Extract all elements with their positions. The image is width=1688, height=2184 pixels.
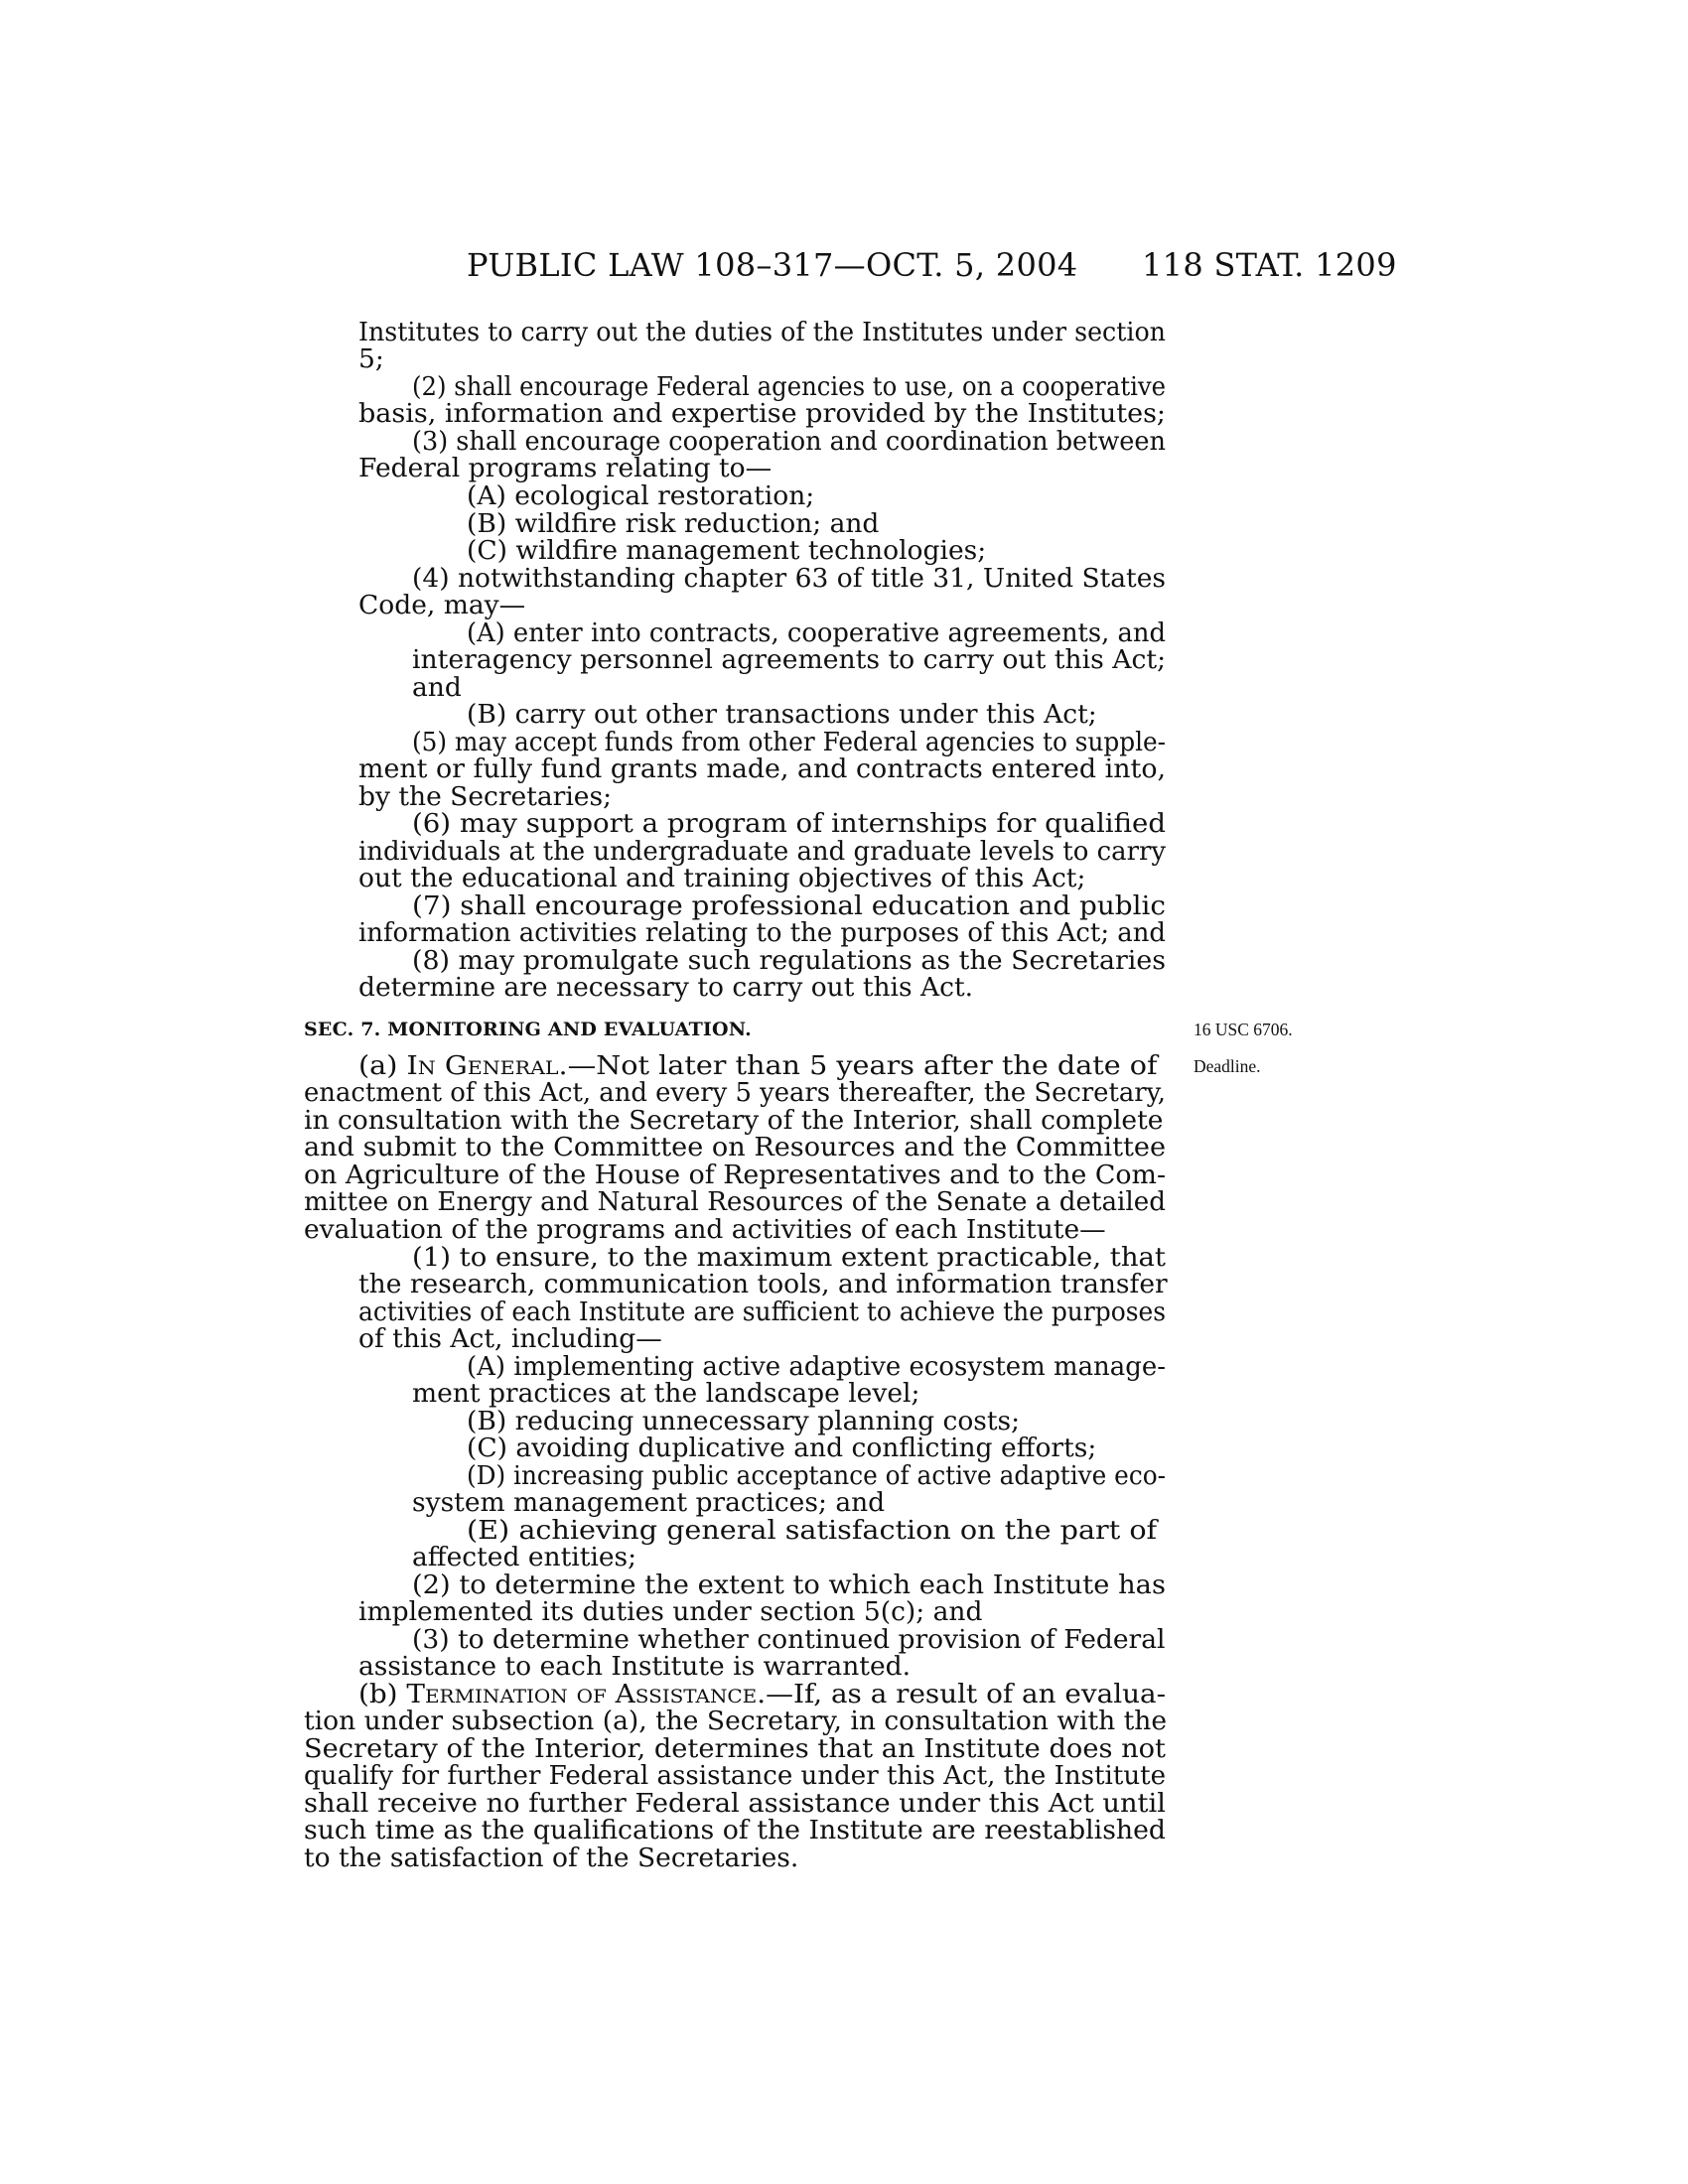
- body-line: assistance to each Institute is warranted.: [358, 1651, 912, 1682]
- body-line: (1) to ensure, to the maximum extent practicable, that: [412, 1242, 1166, 1273]
- body-line: (4) notwithstanding chapter 63 of title 31, United States: [412, 563, 1166, 594]
- running-head: PUBLIC LAW 108–317—OCT. 5, 2004: [467, 246, 1078, 284]
- body-line: to the satisfaction of the Secretaries.: [304, 1843, 799, 1873]
- body-line: Code, may—: [358, 590, 526, 620]
- body-line: activities of each Institute are sufficient to achieve the purposes: [358, 1297, 1167, 1327]
- body-line: and submit to the Committee on Resources and the Committee: [304, 1132, 1167, 1162]
- body-line: affected entities;: [412, 1542, 637, 1572]
- body-line: mittee on Energy and Natural Resources of the Senate a detailed: [304, 1186, 1167, 1217]
- margin-note-deadline: Deadline.: [1194, 1056, 1261, 1076]
- body-line: in consultation with the Secretary of the Interior, shall complete: [304, 1105, 1164, 1136]
- body-line: (b) Termination of Assistance.—If, as a result of an evalua-: [358, 1679, 1167, 1709]
- body-line: ment practices at the landscape level;: [412, 1378, 920, 1409]
- body-line: the research, communication tools, and information transfer: [358, 1269, 1168, 1299]
- body-line: Federal programs relating to—: [358, 453, 773, 483]
- body-line: evaluation of the programs and activities of each Institute—: [304, 1214, 1106, 1245]
- margin-note-usc: 16 USC 6706.: [1194, 1020, 1293, 1039]
- statute-citation: 118 STAT. 1209: [1142, 246, 1397, 284]
- body-line: (C) wildfire management technologies;: [467, 535, 987, 566]
- body-line: shall receive no further Federal assistance under this Act until: [304, 1788, 1166, 1819]
- body-line: Institutes to carry out the duties of the Institutes under section: [358, 317, 1166, 347]
- body-line: (2) shall encourage Federal agencies to use, on a cooperative: [412, 371, 1167, 402]
- body-line: on Agriculture of the House of Representatives and to the Com-: [304, 1160, 1167, 1190]
- body-line: (3) shall encourage cooperation and coordination between: [412, 426, 1166, 457]
- body-line: (B) wildfire risk reduction; and: [467, 508, 880, 539]
- body-line: (B) carry out other transactions under this Act;: [467, 699, 1097, 730]
- body-line: (C) avoiding duplicative and conflicting efforts;: [467, 1433, 1097, 1463]
- body-line: by the Secretaries;: [358, 781, 613, 812]
- body-line: information activities relating to the purposes of this Act; and: [358, 917, 1166, 948]
- body-line: (2) to determine the extent to which each Institute has: [412, 1570, 1166, 1600]
- body-line: interagency personnel agreements to carry out this Act;: [412, 644, 1167, 675]
- body-line: basis, information and expertise provided by the Institutes;: [358, 398, 1167, 429]
- body-line: (D) increasing public acceptance of active adaptive eco-: [467, 1460, 1166, 1491]
- body-line: (a) In General.—Not later than 5 years after the date of: [358, 1050, 1158, 1081]
- body-line: (5) may accept funds from other Federal agencies to supple-: [412, 727, 1167, 757]
- body-line: (A) implementing active adaptive ecosystem manage-: [467, 1351, 1166, 1382]
- body-line: Secretary of the Interior, determines that an Institute does not: [304, 1733, 1167, 1764]
- body-line: enactment of this Act, and every 5 years thereafter, the Secretary,: [304, 1077, 1167, 1108]
- body-line: (7) shall encourage professional education and public: [412, 890, 1167, 921]
- body-line: determine are necessary to carry out this Act.: [358, 972, 974, 1003]
- body-line: of this Act, including—: [358, 1323, 662, 1354]
- body-line: (A) ecological restoration;: [467, 480, 815, 511]
- body-line: such time as the qualifications of the Institute are reestablished: [304, 1815, 1167, 1845]
- body-line: individuals at the undergraduate and graduate levels to carry: [358, 836, 1167, 867]
- body-line: out the educational and training objectives of this Act;: [358, 863, 1086, 893]
- body-line: qualify for further Federal assistance under this Act, the Institute: [304, 1760, 1166, 1791]
- body-line: (6) may support a program of internships for qualified: [412, 808, 1167, 839]
- body-line: (B) reducing unnecessary planning costs;: [467, 1406, 1021, 1436]
- body-line: 5;: [358, 343, 384, 374]
- body-line: system management practices; and: [412, 1487, 886, 1518]
- body-line: (8) may promulgate such regulations as the Secretaries: [412, 945, 1167, 976]
- body-line: tion under subsection (a), the Secretary, in consultation with the: [304, 1706, 1168, 1736]
- section-heading: SEC. 7. MONITORING AND EVALUATION.: [304, 1019, 752, 1040]
- body-line: (E) achieving general satisfaction on the part of: [467, 1515, 1158, 1546]
- body-line: and: [412, 672, 462, 703]
- body-line: (3) to determine whether continued provision of Federal: [412, 1624, 1166, 1655]
- body-line: implemented its duties under section 5(c); and: [358, 1596, 983, 1627]
- body-line: (A) enter into contracts, cooperative agreements, and: [467, 617, 1167, 648]
- body-line: ment or fully fund grants made, and contracts entered into,: [358, 753, 1167, 784]
